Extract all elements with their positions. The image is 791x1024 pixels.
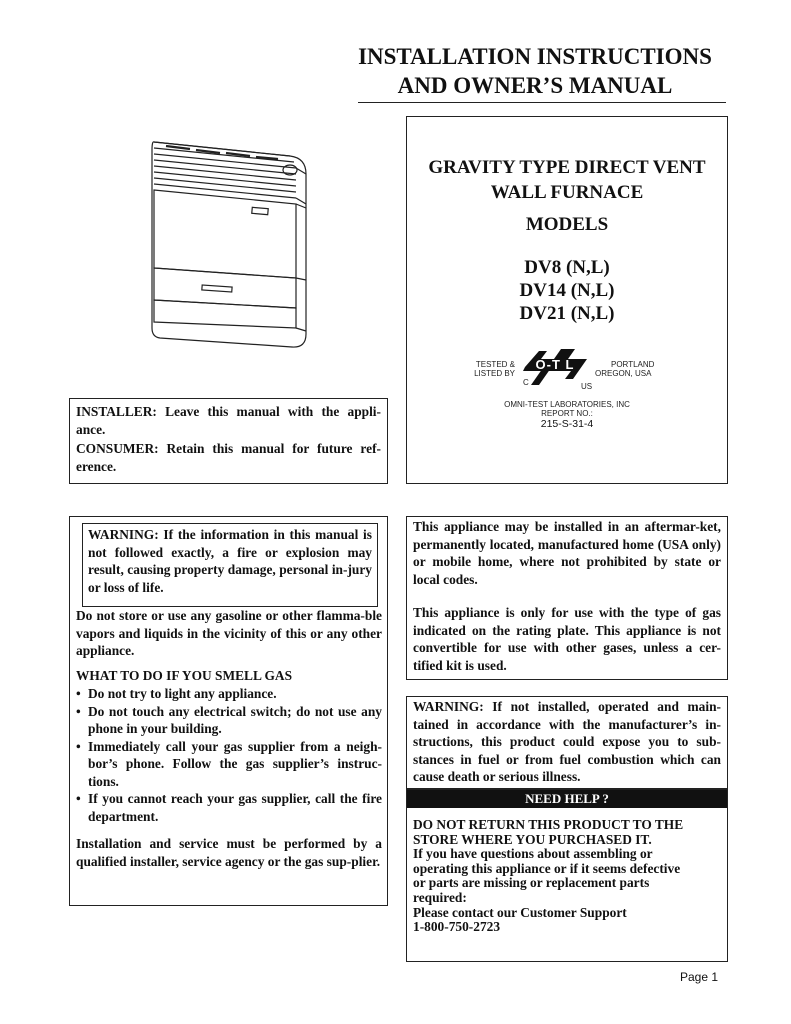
- lab-name: OMNI-TEST LABORATORIES, INC: [504, 400, 630, 409]
- list-item: • Do not try to light any appliance.: [76, 685, 382, 703]
- health-warning-box: [406, 696, 728, 789]
- smell-gas-list: [76, 685, 382, 825]
- model-dv21: DV21 (N,L): [519, 303, 615, 324]
- appliance-gas-para: This appliance is only for use with the type of gas indicated on the rating plate. This appliance is not convertible for use with other gases, unless a cer-tified kit is used.: [413, 605, 721, 673]
- model-dv8: DV8 (N,L): [524, 257, 610, 278]
- title-divider: [358, 102, 726, 103]
- lab-location: PORTLAND OREGON, USA: [595, 360, 655, 378]
- models-label: MODELS: [525, 214, 609, 235]
- need-help-box: [406, 789, 728, 962]
- list-item: • If you cannot reach your gas supplier, call the fire department.: [76, 790, 382, 825]
- wall-furnace-illustration: [140, 128, 318, 353]
- appliance-install-para: This appliance may be installed in an aftermar-ket, permanently located, manufactured home (USA only) or mobile home, where not prohibited by state or local codes.: [413, 519, 721, 587]
- otl-logo-c: C: [523, 378, 529, 387]
- model-dv14: DV14 (N,L): [519, 280, 615, 301]
- appliance-info-box: [406, 516, 728, 680]
- product-type-line1: GRAVITY TYPE DIRECT VENT: [428, 157, 706, 178]
- need-help-text: DO NOT RETURN THIS PRODUCT TO THE STORE WHERE YOU PURCHASED IT. If you have questions about assembling or operating this appliance or if it seems defective or parts are missing or replacement parts required: Please contact our Customer Support 1-800-750-2723: [407, 808, 727, 935]
- list-item: • Do not touch any electrical switch; do not use any phone in your building.: [76, 703, 382, 738]
- need-help-bar: NEED HELP ?: [407, 790, 727, 808]
- gasoline-warning: Do not store or use any gasoline or other flamma-ble vapors and liquids in the vicinity of this or any other appliance.: [76, 608, 382, 658]
- safety-box: [69, 516, 388, 906]
- product-type-line2: WALL FURNACE: [490, 182, 644, 203]
- service-note: Installation and service must be performed by a qualified installer, service agency or the gas sup-plier.: [76, 836, 382, 869]
- list-item: • Immediately call your gas supplier from a neigh-bor’s phone. Follow the gas supplier’s instruc-tions.: [76, 738, 382, 791]
- fire-warning-text: WARNING: If the information in this manual is not followed exactly, a fire or explosion may result, causing property damage, personal in-jury or loss of life.: [88, 527, 372, 595]
- otl-logo: [517, 345, 593, 391]
- report-number: 215-S-31-4: [540, 418, 594, 430]
- consumer-note: CONSUMER: Retain this manual for future ref-erence.: [76, 441, 381, 474]
- otl-logo-us: US: [581, 382, 593, 391]
- model-info-box: [406, 116, 728, 484]
- installer-note: INSTALLER: Leave this manual with the appli-ance.: [76, 404, 381, 437]
- fire-warning-box: [82, 523, 378, 607]
- health-warning-text: WARNING: If not installed, operated and main-tained in accordance with the manufacturer’s in-structions, this product could expose you to sub-stances in fuel or from fuel combustion which can cause death or serious illness.: [413, 699, 721, 784]
- installer-note-box: [69, 398, 388, 484]
- otl-logo-text: O-T L: [535, 357, 575, 372]
- smell-gas-heading: WHAT TO DO IF YOU SMELL GAS: [76, 668, 293, 683]
- manual-title-line2: AND OWNER’S MANUAL: [397, 73, 673, 98]
- tested-listed-label: TESTED & LISTED BY: [474, 360, 515, 378]
- report-label: REPORT NO.:: [541, 409, 593, 418]
- page-number: Page 1: [680, 970, 719, 984]
- manual-title-line1: INSTALLATION INSTRUCTIONS: [358, 44, 712, 69]
- support-phone: 1-800-750-2723: [413, 919, 501, 935]
